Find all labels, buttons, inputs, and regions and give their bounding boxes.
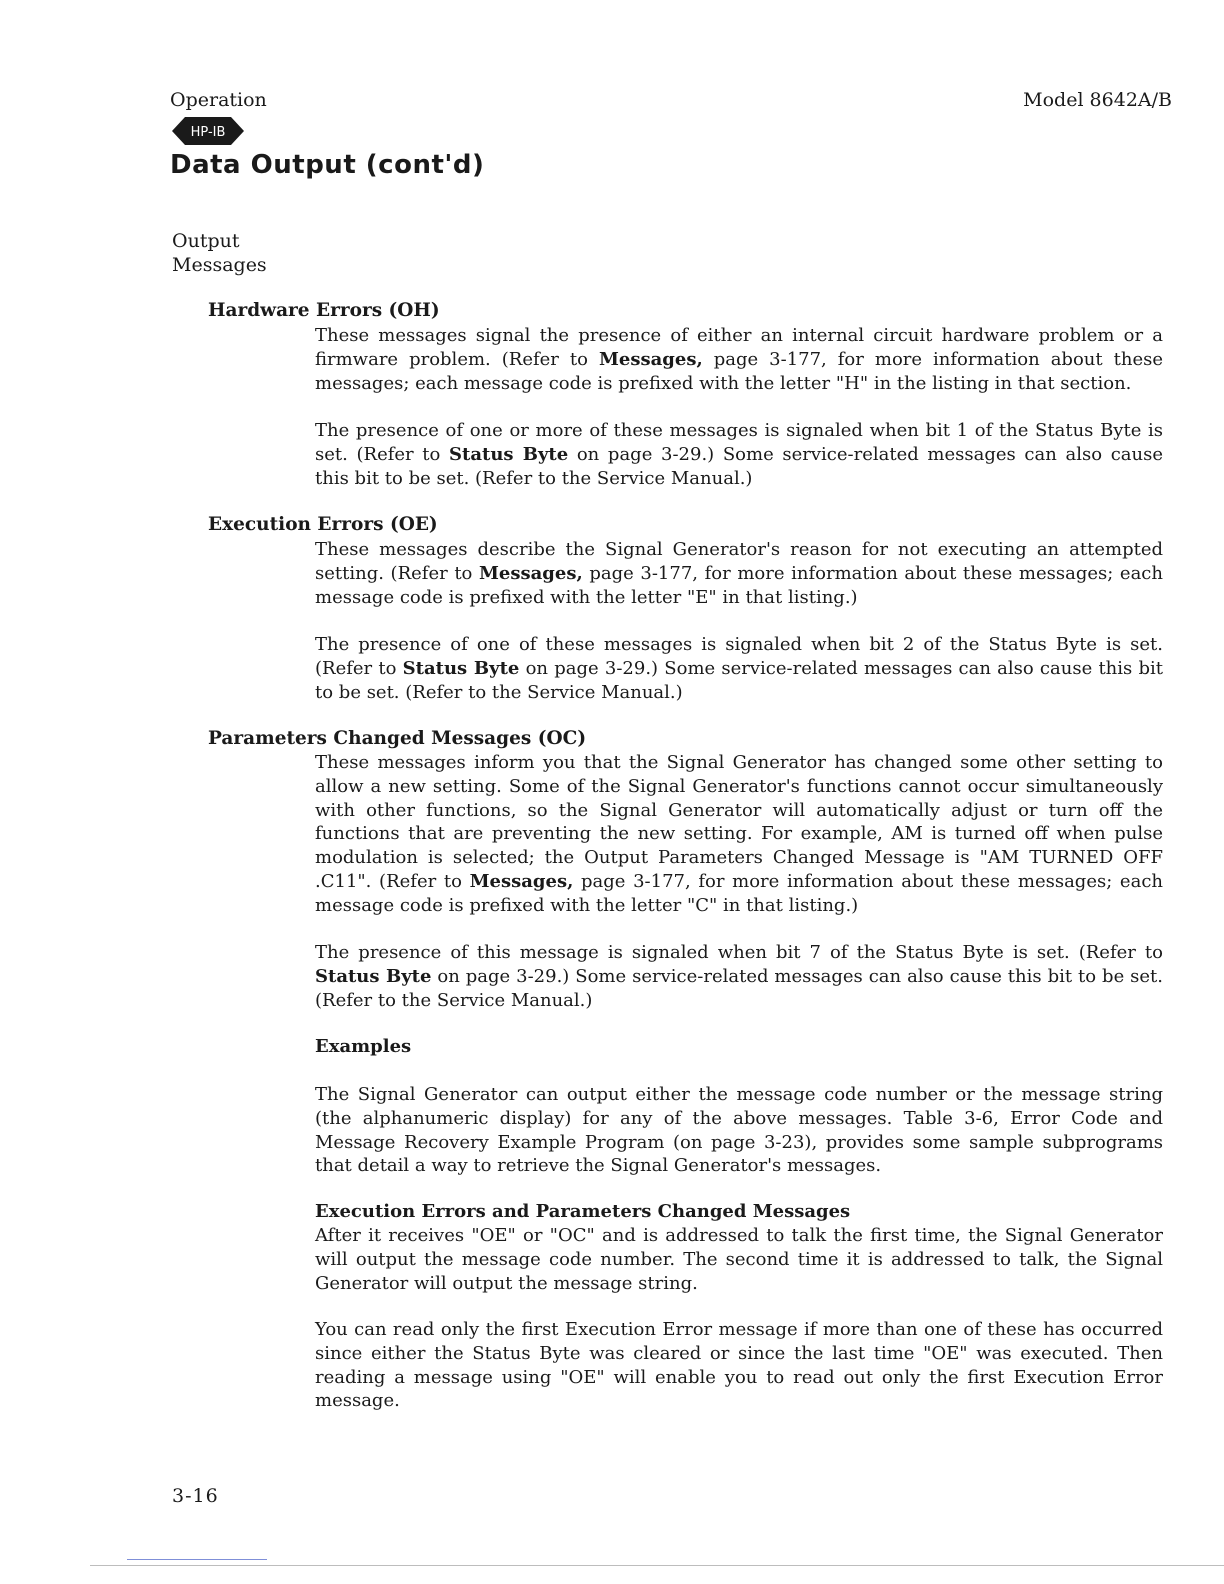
running-header-model: Model 8642A/B xyxy=(1023,89,1172,111)
hardware-errors-heading: Hardware Errors (OH) xyxy=(208,300,440,321)
section-label-line: Messages xyxy=(172,254,267,276)
hp-ib-badge-label: HP-IB xyxy=(190,125,226,140)
examples-subheading: Execution Errors and Parameters Changed Messages xyxy=(315,1201,851,1222)
parameters-changed-paragraph-1: These messages inform you that the Signal Generator has changed some other setting to allow a new setting. Some of the Signal Generator's functions cannot occur simultaneously with other functions, so the Signal Generator will automatically adjust or turn off the functions that are preventing the new setting. For example, AM is turned off when pulse modulation is selected; the Output Parameters Changed Message is "AM TURNED OFF .C11". (Refer to Messages, page 3-177, for more information about these messages; each message code is prefixed with the letter "C" in that listing.) xyxy=(315,752,1163,916)
page-number: 3-16 xyxy=(172,1485,219,1507)
parameters-changed-paragraph-2: The presence of this message is signaled when bit 7 of the Status Byte is set. (Refer to Status Byte on page 3-29.) Some service-related messages can also cause this bit to be set. (Refer to the Service Manual.) xyxy=(315,942,1164,1011)
execution-errors-paragraph-1: These messages describe the Signal Generator's reason for not executing an attempted setting. (Refer to Messages, page 3-177, for more information about these messages; each message code is prefixed with the letter "E" in that listing.) xyxy=(315,539,1163,608)
footer-rule xyxy=(90,1565,1224,1566)
execution-errors-paragraph-2: The presence of one of these messages is signaled when bit 2 of the Status Byte is set. (Refer to Status Byte on page 3-29.) Some service-related messages can also cause this bit to be set. (Refer to the Service Manual.) xyxy=(315,634,1163,703)
examples-paragraph-2: After it receives "OE" or "OC" and is addressed to talk the first time, the Signal Generator will output the message code number. The second time it is addressed to talk, the Signal Generator will output the message string. xyxy=(315,1225,1163,1294)
footer-rule-accent xyxy=(127,1559,267,1560)
examples-paragraph-3: You can read only the first Execution Error message if more than one of these has occurred since either the Status Byte was cleared or since the last time "OE" was executed. Then reading a message using "OE" will enable you to read out only the first Execution Error message. xyxy=(315,1319,1163,1412)
hp-ib-badge-icon xyxy=(172,117,244,145)
section-label-line: Output xyxy=(172,230,240,252)
examples-heading: Examples xyxy=(315,1036,412,1057)
parameters-changed-heading: Parameters Changed Messages (OC) xyxy=(208,728,587,749)
execution-errors-heading: Execution Errors (OE) xyxy=(208,514,438,535)
hardware-errors-paragraph-2: The presence of one or more of these messages is signaled when bit 1 of the Status Byte is set. (Refer to Status Byte on page 3-29.) Some service-related messages can also cause this bit to be set. (Refer to the Service Manual.) xyxy=(315,420,1163,489)
section-label xyxy=(172,229,267,277)
hardware-errors-paragraph-1: These messages signal the presence of either an internal circuit hardware problem or a firmware problem. (Refer to Messages, page 3-177, for more information about these messages; each message code is prefixed with the letter "H" in the listing in that section. xyxy=(315,325,1163,394)
page-title: Data Output (cont'd) xyxy=(170,150,485,180)
examples-paragraph-1: The Signal Generator can output either the message code number or the message string (the alphanumeric display) for any of the above messages. Table 3-6, Error Code and Message Recovery Example Program (on page 3-23), provides some sample subprograms that detail a way to retrieve the Signal Generator's messages. xyxy=(315,1084,1163,1177)
running-header-section: Operation xyxy=(170,89,267,111)
